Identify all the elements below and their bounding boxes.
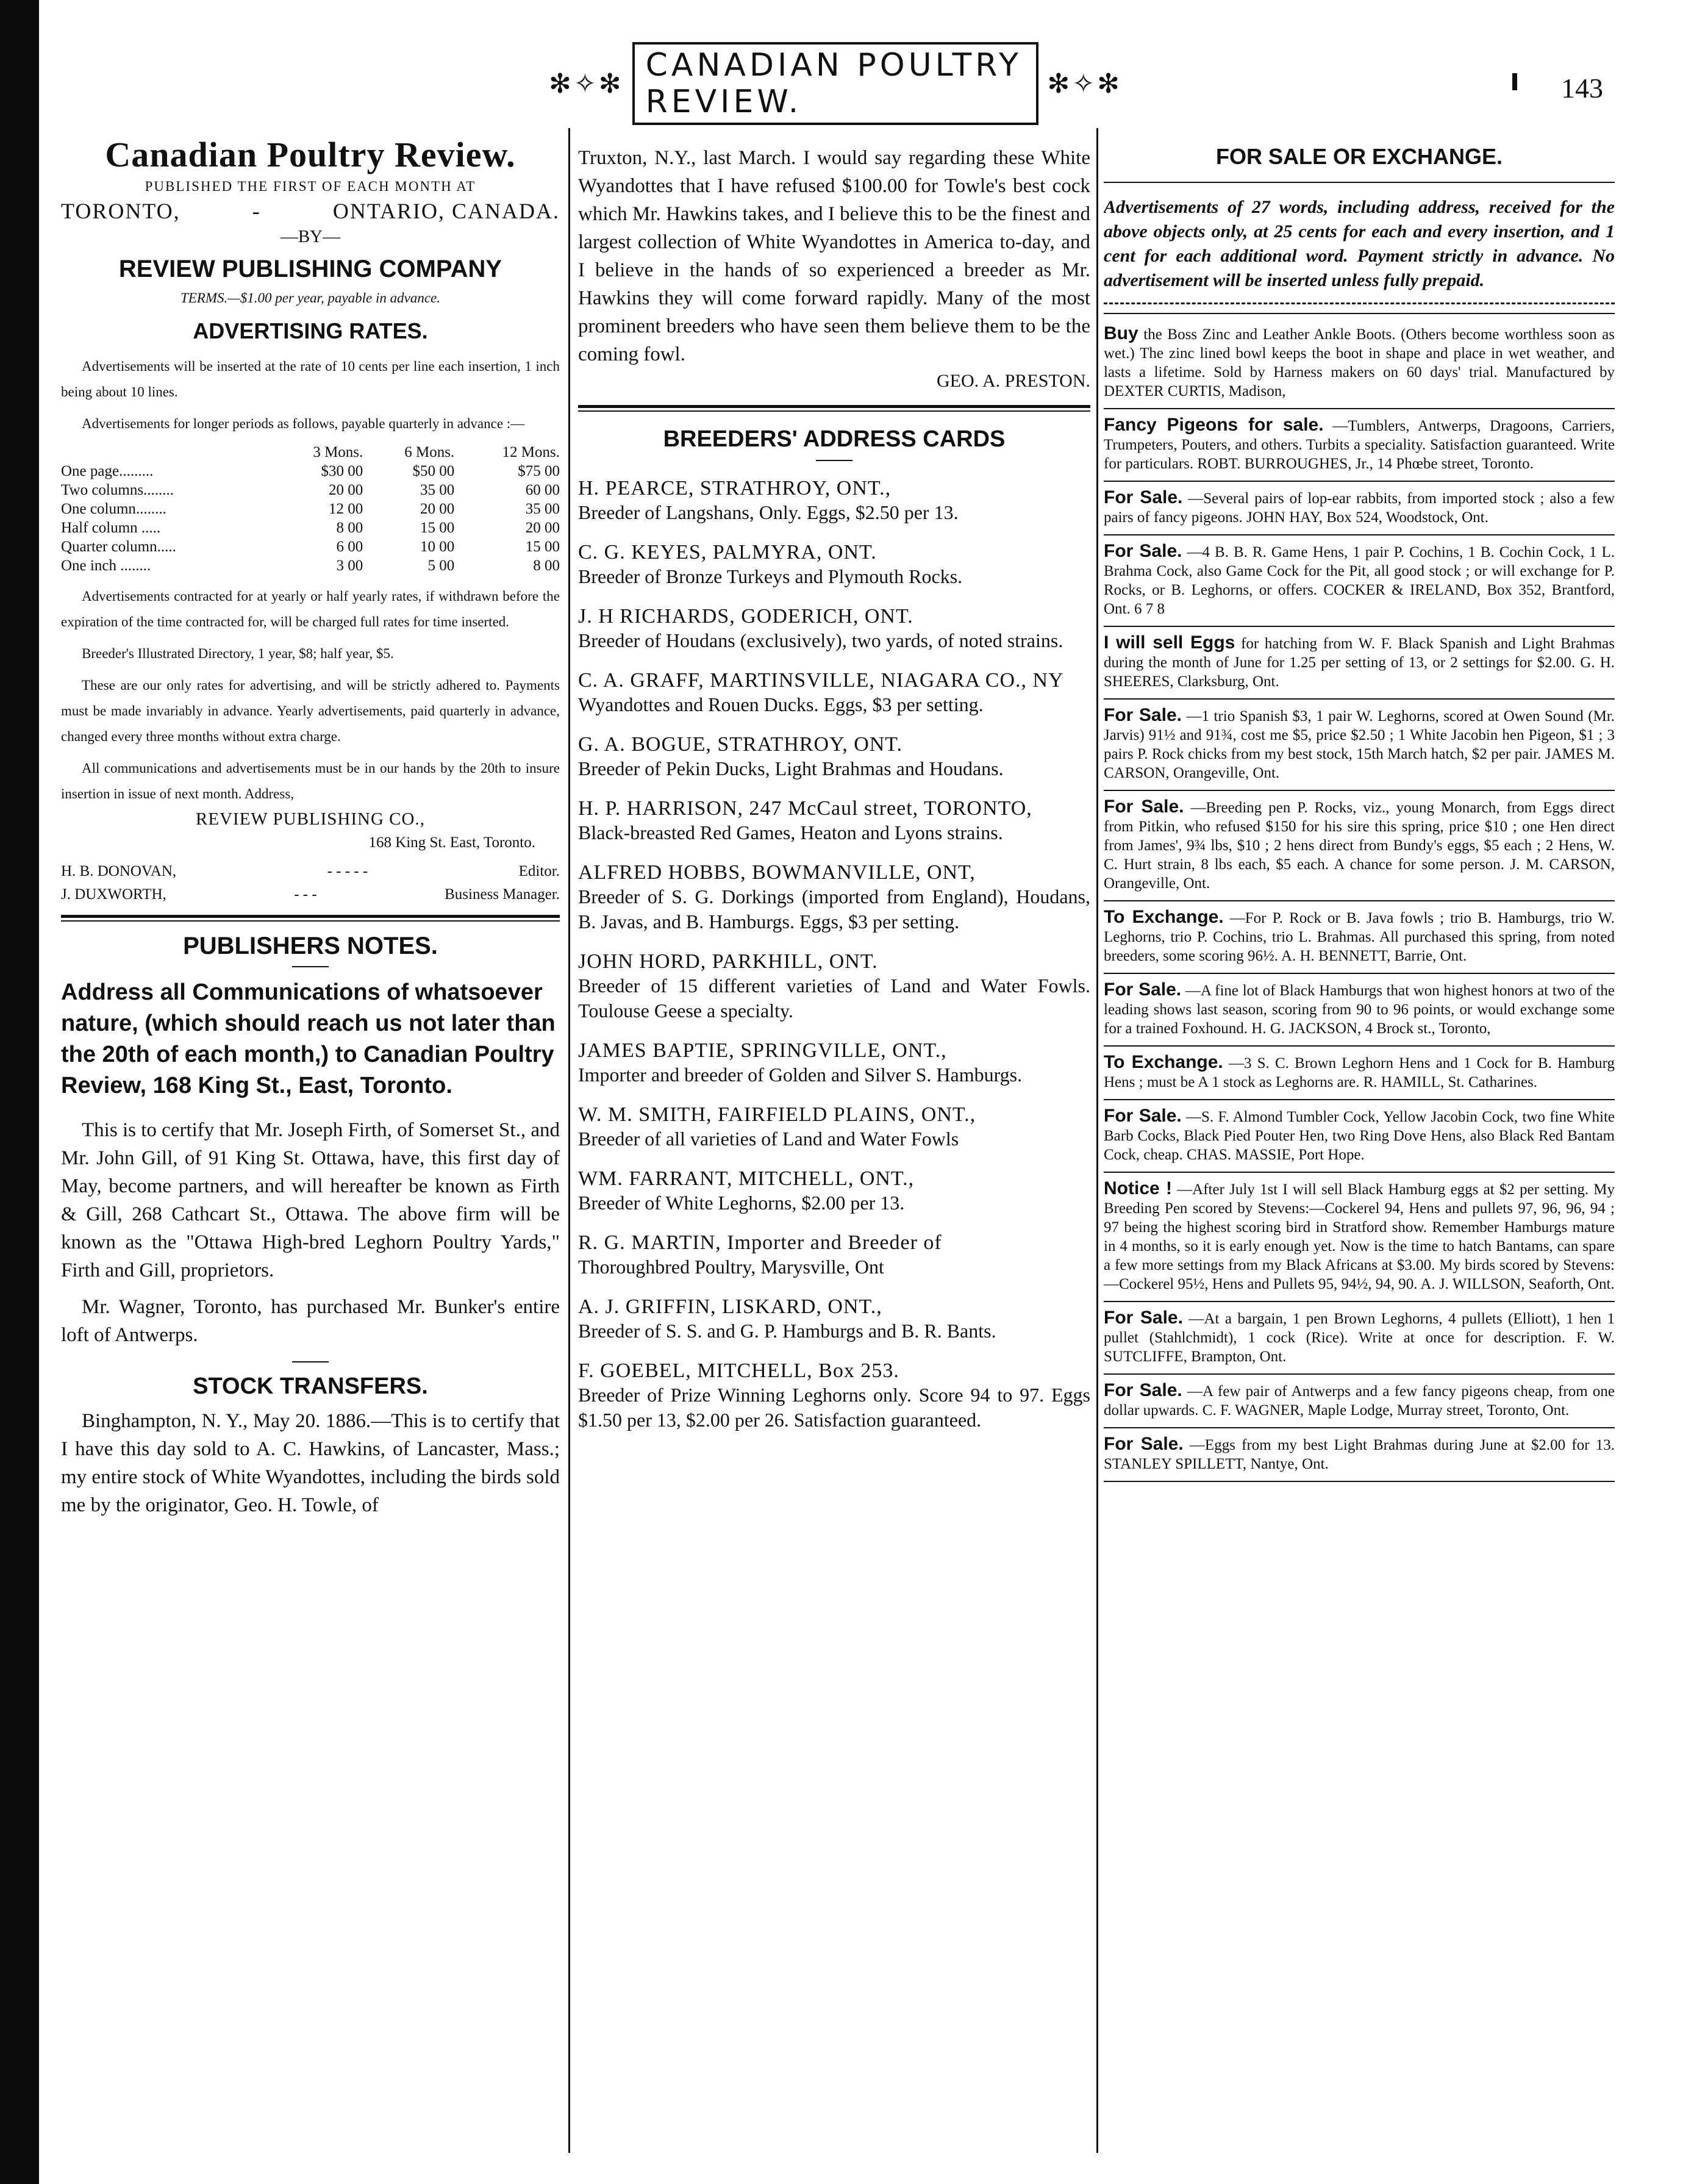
classified-ad-heading: For Sale. [1104,979,1182,1000]
classified-ad-body: —A few pair of Antwerps and a few fancy pigeons cheap, from one dollar upwards. C. F. WAGNER, Maple Lodge, Murray street, Toronto, Ont. [1104,1383,1615,1419]
rates-cell: $30 00 [321,463,363,479]
classified-ad-body: —Tumblers, Antwerps, Dragoons, Carriers, Trumpeters, Pouters, and others. Turbits a speciality. Satisfaction guaranteed. Write for particulars. ROBT. BURROUGHES, Jr., 14 Phœbe street, Toronto. [1104,418,1615,472]
breeder-card [578,797,1090,845]
publication-title: Canadian Poultry Review. [105,135,516,174]
column-divider [568,128,570,2153]
rates-cell: 20 00 [420,501,455,517]
manager-role: Business Manager. [445,886,560,903]
classified-ad-body: the Boss Zinc and Leather Ankle Boots. (Others become worthless soon as wet.) The zinc lined bowl keeps the boot in shape and place in wet weather, and lasts a lifetime. Sold by Harness makers on 60 days' trial. Manufactured by DEXTER CURTIS, Madison, [1104,326,1615,399]
masthead: CANADIAN POULTRY REVIEW. [632,42,1039,125]
right-column [1104,122,1615,2153]
section-rule [1104,303,1615,304]
breeder-card-description: Breeder of Langshans, Only. Eggs, $2.50 per 13. [578,501,959,523]
breeder-card-name: R. G. MARTIN, Importer and Breeder of [578,1231,942,1254]
publishers-notes-heading: PUBLISHERS NOTES. [183,933,438,959]
middle-column [578,122,1090,2153]
breeder-card [578,477,1090,525]
breeder-card [578,1359,1090,1433]
classified-ad [1104,627,1615,700]
classified-ad [1104,482,1615,535]
rates-cell: 12 00 [329,501,363,517]
breeder-card [578,1103,1090,1151]
breeder-card-description: Wyandottes and Rouen Ducks. Eggs, $3 per setting. [578,693,984,715]
adv-paragraph: Breeder's Illustrated Directory, 1 year, $8; half year, $5. [82,646,394,661]
left-column [61,122,560,2153]
notes-paragraph: This is to certify that Mr. Joseph Firth, of Somerset St., and Mr. John Gill, of 91 King St. Ottawa, have, this first day of May, become partners, and will hereafter be known as Firth & Gill, 268 Cathcart St., Ottawa. The above firm will be known as the "Ottawa High-bred Leghorn Poultry Yards," Firth and Gill, proprietors. [61,1119,560,1281]
breeder-card-name: JAMES BAPTIE, SPRINGVILLE, ONT., [578,1039,947,1062]
breeder-card-description: Breeder of Prize Winning Leghorns only. Score 94 to 97. Eggs $1.50 per 13, $2.00 per 26. Satisfaction guaranteed. [578,1384,1090,1431]
classified-ad-body: —For P. Rock or B. Java fowls ; trio B. Hamburgs, trio W. Leghorns, trio P. Cochins, trio L. Brahmas. All purchased this spring, from noted breeders, some scoring 96½. A. H. BENNETT, Barrie, Ont. [1104,910,1615,964]
breeder-card-name: C. A. GRAFF, MARTINSVILLE, NIAGARA CO., NY [578,669,1064,692]
rates-cell: 20 00 [525,520,560,536]
breeders-cards-list [578,477,1090,1433]
breeder-card-description: Thoroughbred Poultry, Marysville, Ont [578,1256,884,1278]
binding-edge [0,0,39,2184]
breeder-card-description: Breeder of Bronze Turkeys and Plymouth Rocks. [578,565,963,587]
by-line: —BY— [280,227,341,246]
breeders-heading: BREEDERS' ADDRESS CARDS [663,426,1006,452]
rates-cell: 15 00 [420,520,455,536]
for-sale-heading: FOR SALE OR EXCHANGE. [1215,144,1503,169]
short-rule [292,966,329,967]
classified-ad [1104,1302,1615,1375]
adv-paragraph: These are our only rates for advertising, and will be strictly adhered to. Payments must be made invariably in advance. Yearly advertisements, paid quarterly in advance, changed every three months without extra charge. [61,678,560,744]
breeder-card-name: JOHN HORD, PARKHILL, ONT. [578,950,878,973]
rates-cell: 10 00 [420,539,455,555]
classified-ad-body: for hatching from W. F. Black Spanish and Light Brahmas during the month of June for 1.25 per setting of 13, or 2 settings for $2.00. G. H. SHEERES, Clarksburg, Ont. [1104,636,1615,690]
manager-line [61,883,560,906]
breeder-card-description: Breeder of White Leghorns, $2.00 per 13. [578,1192,905,1214]
classified-ad-heading: Fancy Pigeons for sale. [1104,415,1324,435]
rates-row [61,537,560,556]
classified-ad [1104,901,1615,974]
place-line [61,198,560,224]
breeder-card [578,950,1090,1023]
classified-ad [1104,1428,1615,1482]
address-street: 168 King St. East, Toronto. [368,834,535,851]
editor-name: H. B. DONOVAN, [61,863,177,879]
rates-cell: 20 00 [329,482,363,498]
rates-cell: 8 00 [533,557,560,574]
rates-cell: $75 00 [518,463,560,479]
classified-ad-body: —Breeding pen P. Rocks, viz., young Monarch, from Eggs direct from Pitkin, who refused $150 for his sire this spring, price $10 ; one Hen direct from James', 9¾ lbs, $10 ; 2 hens direct from Bundy's eggs, $5 each ; 2 Hens, W. C. Hurt strain, 8 lbs each, $5 each. A chance for some person. J. M. CARSON, Orangeville, Ont. [1104,800,1615,892]
stock-transfers-heading: STOCK TRANSFERS. [193,1373,428,1399]
section-rule [61,915,560,922]
breeder-card-name: W. M. SMITH, FAIRFIELD PLAINS, ONT., [578,1103,976,1126]
rates-cell: 60 00 [525,482,560,498]
manager-leader: - - - [294,886,317,903]
rates-row [61,556,560,575]
editor-leader: - - - - - [327,863,368,879]
adv-paragraph: Advertisements for longer periods as follows, payable quarterly in advance :— [82,416,525,431]
classified-ad [1104,700,1615,791]
breeder-card-description: Breeder of S. S. and G. P. Hamburgs and B. R. Bants. [578,1320,996,1342]
breeder-card [578,733,1090,781]
rates-cell: 8 00 [336,520,363,536]
classified-ad-body: —After July 1st I will sell Black Hamburg eggs at $2 per setting. My Breeding Pen scored by Stevens:—Cockerel 94, Hens and pullets 97, 96, 96, 94 ; 97 being the highest scoring bird in Stratford show. Remember Hamburgs mature in 4 months, so it is early enough yet. Now is the time to hatch Bantams, can spare a few more settings from my Black Africans at $3.00. My birds scored by Stevens:—Cockerel 95½, Hens and Pullets 95, 94½, 94, 90. A. J. WILLSON, Seaforth, Ont. [1104,1181,1615,1292]
breeder-card-description: Breeder of all varieties of Land and Water Fowls [578,1128,959,1150]
rates-cell: One column........ [61,501,166,517]
rates-header: 3 Mons. [313,444,363,460]
breeder-card-name: WM. FARRANT, MITCHELL, ONT., [578,1167,915,1190]
section-rule [1104,182,1615,183]
breeder-card-name: A. J. GRIFFIN, LISKARD, ONT., [578,1295,882,1318]
stock-paragraph: Binghampton, N. Y., May 20. 1886.—This is to certify that I have this day sold to A. C. Hawkins, of Lancaster, Mass.; my entire stock of White Wyandottes, including the birds sold me by the originator, Geo. H. Towle, of [61,1410,560,1516]
section-rule [1104,313,1615,314]
classified-ad-body: —At a bargain, 1 pen Brown Leghorns, 4 pullets (Elliott), 1 hen 1 pullet (Stahlchmidt), 1 cock (Rice). Write at once for description. F. W. SUTCLIFFE, Brampton, Ont. [1104,1311,1615,1365]
classified-ad [1104,974,1615,1047]
column-divider [1096,128,1098,2153]
classified-ad-body: —3 S. C. Brown Leghorn Hens and 1 Cock for B. Hamburg Hens ; must be A 1 stock as Leghorns are. R. HAMILL, St. Catharines. [1104,1055,1615,1090]
terms-line: TERMS.—$1.00 per year, payable in advance. [180,290,441,306]
notes-paragraph: Mr. Wagner, Toronto, has purchased Mr. Bunker's entire loft of Antwerps. [61,1296,560,1346]
classified-ad [1104,1173,1615,1302]
breeder-card-name: H. PEARCE, STRATHROY, ONT., [578,477,892,499]
letter-signature: GEO. A. PRESTON. [937,371,1090,391]
classified-ad-heading: Buy [1104,323,1138,343]
rates-header: 6 Mons. [404,444,455,460]
editor-role: Editor. [518,863,560,879]
ornament-right-icon: ✻✧✻ [1047,68,1122,99]
breeder-card [578,669,1090,717]
rates-cell: 15 00 [525,539,560,555]
manager-name: J. DUXWORTH, [61,886,166,903]
breeder-card [578,861,1090,934]
rates-cell: Half column ..... [61,520,161,536]
rates-cell: 35 00 [525,501,560,517]
breeder-card-description: Breeder of Pekin Ducks, Light Brahmas and Houdans. [578,757,1004,779]
address-name: REVIEW PUBLISHING CO., [196,809,425,829]
rates-row [61,462,560,481]
breeder-card-description: Breeder of S. G. Dorkings (imported from England), Houdans, B. Javas, and B. Hamburgs. Eggs, $3 per setting. [578,886,1090,933]
rates-cell: 35 00 [420,482,455,498]
editor-line [61,860,560,883]
breeder-card-name: F. GOEBEL, MITCHELL, Box 253. [578,1359,899,1382]
page-header [549,47,1122,120]
short-rule [816,460,852,461]
breeder-card-name: C. G. KEYES, PALMYRA, ONT. [578,541,877,564]
advertising-rates-heading: ADVERTISING RATES. [193,318,428,343]
classified-ad-heading: For Sale. [1104,705,1182,725]
breeder-card-name: J. H RICHARDS, GODERICH, ONT. [578,605,913,628]
classified-ad-heading: I will sell Eggs [1104,632,1235,653]
classified-ad-body: —A fine lot of Black Hamburgs that won highest honors at two of the leading shows last season, scoring from 90 to 96 points, or would exchange some for a trained Foxhound. H. G. JACKSON, 4 Brock st., Toronto, [1104,983,1615,1037]
classified-ad [1104,791,1615,901]
breeder-card-description: Importer and breeder of Golden and Silver S. Hamburgs. [578,1064,1023,1086]
rates-row [61,481,560,499]
classified-ads-list [1104,318,1615,1482]
classified-ad-heading: For Sale. [1104,487,1183,507]
classified-ad [1104,535,1615,627]
rates-cell: 5 00 [427,557,455,574]
rates-cell: One inch ........ [61,557,151,574]
breeder-card [578,1231,1090,1280]
breeder-card-name: ALFRED HOBBS, BOWMANVILLE, ONT, [578,861,976,884]
print-mark [1512,73,1517,90]
rates-header [61,443,271,462]
classified-ad-heading: Notice ! [1104,1178,1172,1198]
classified-ad [1104,1100,1615,1173]
rates-table [61,443,560,575]
breeder-card-description: Breeder of Houdans (exclusively), two yards, of noted strains. [578,629,1063,651]
rates-header-row [61,443,560,462]
short-rule [292,1361,329,1362]
adv-paragraph: Advertisements will be inserted at the rate of 10 cents per line each insertion, 1 inch being about 10 lines. [61,359,560,399]
classified-ad-heading: For Sale. [1104,1380,1182,1400]
place-province: ONTARIO, CANADA. [332,199,560,223]
rates-cell: One page......... [61,463,154,479]
breeder-card-description: Black-breasted Red Games, Heaton and Lyons strains. [578,822,1003,843]
classified-ad-heading: For Sale. [1104,541,1182,561]
rates-row [61,499,560,518]
breeder-card [578,1167,1090,1216]
section-rule [578,405,1090,412]
publishers-notes-notice: Address all Communications of whatsoever nature, (which should reach us not later than the 20th of each month,) to Canadian Poultry Review, 168 King St., East, Toronto. [61,979,556,1098]
rates-header: 12 Mons. [502,444,560,460]
breeder-card [578,541,1090,589]
rates-cell: Quarter column..... [61,539,176,555]
rates-cell: 3 00 [336,557,363,574]
adv-paragraph: All communications and advertisements must be in our hands by the 20th to insure insertion in issue of next month. Address, [61,761,560,801]
classified-ad-heading: To Exchange. [1104,1052,1223,1072]
place-dash: - [252,199,261,223]
classified-ad-body: —S. F. Almond Tumbler Cock, Yellow Jacobin Cock, two fine White Barb Cocks, Black Pied Pouter Hen, two Ring Dove Hens, also Black Red Bantam Cock, cheap. CHAS. MASSIE, Port Hope. [1104,1109,1615,1163]
classified-ad-heading: For Sale. [1104,797,1184,817]
classified-ad-heading: To Exchange. [1104,907,1224,927]
ornament-left-icon: ✻✧✻ [549,68,624,99]
breeder-card-name: G. A. BOGUE, STRATHROY, ONT. [578,733,903,756]
classified-ad-body: —1 trio Spanish $3, 1 pair W. Leghorns, scored at Owen Sound (Mr. Jarvis) 91½ and 91¾, cost me $5, price $2.50 ; 1 White Jacobin hen Pigeon, $1 ; 3 pairs P. Rock chicks from my best stock, 15th March hatch, $2 per pair. JAMES M. CARSON, Orangeville, Ont. [1104,708,1615,781]
classified-ad-body: —4 B. B. R. Game Hens, 1 pair P. Cochins, 1 B. Cochin Cock, 1 L. Brahma Cock, also Game Cock for the Pit, all good stock ; or will exchange for P. Rocks, or B. Leghorns, or offers. COCKER & IRELAND, Box 352, Brantford, Ont. 6 7 8 [1104,544,1615,617]
rates-row [61,518,560,537]
published-line: PUBLISHED THE FIRST OF EACH MONTH AT [145,179,476,194]
publisher-name: REVIEW PUBLISHING COMPANY [118,256,502,282]
adv-paragraph: Advertisements contracted for at yearly or half yearly rates, if withdrawn before the expiration of the time contracted for, will be charged full rates for time inserted. [61,589,560,629]
breeder-card [578,1295,1090,1344]
classified-ad [1104,1047,1615,1100]
classified-ad-heading: For Sale. [1104,1106,1182,1126]
breeder-card [578,605,1090,653]
classified-ad-heading: For Sale. [1104,1308,1183,1328]
classified-ad [1104,318,1615,409]
classified-ad-heading: For Sale. [1104,1434,1184,1454]
classified-ad-body: —Several pairs of lop-ear rabbits, from imported stock ; also a few pairs of fancy pigeons. JOHN HAY, Box 524, Woodstock, Ont. [1104,490,1615,526]
place-city: TORONTO, [61,199,180,223]
classified-ad-body: —Eggs from my best Light Brahmas during June at $2.00 for 13. STANLEY SPILLETT, Nantye, Ont. [1104,1437,1615,1472]
rates-cell: $50 00 [412,463,455,479]
classified-terms: Advertisements of 27 words, including address, received for the above objects only, at 25 cents for each and every insertion, and 1 cent for each additional word. Payment strictly in advance. No advertisement will be inserted unless fully prepaid. [1104,197,1615,290]
breeder-card [578,1039,1090,1087]
breeder-card-description: Breeder of 15 different varieties of Land and Water Fowls. Toulouse Geese a specialty. [578,975,1090,1022]
continued-letter: Truxton, N.Y., last March. I would say regarding these White Wyandottes that I have refused $100.00 for Towle's best cock which Mr. Hawkins takes, and I believe this to be the finest and largest collection of White Wyandottes in America to-day, and I believe in the hands of so experienced a breeder as Mr. Hawkins they will come forward rapidly. Many of the most prominent breeders who have seen them believe them to be the coming fowl. [578,147,1090,365]
classified-ad [1104,409,1615,482]
classified-ad [1104,1375,1615,1428]
page-number: 143 [1561,73,1603,104]
rates-cell: 6 00 [336,539,363,555]
breeder-card-name: H. P. HARRISON, 247 McCaul street, TORONTO, [578,797,1032,820]
rates-cell: Two columns........ [61,482,174,498]
